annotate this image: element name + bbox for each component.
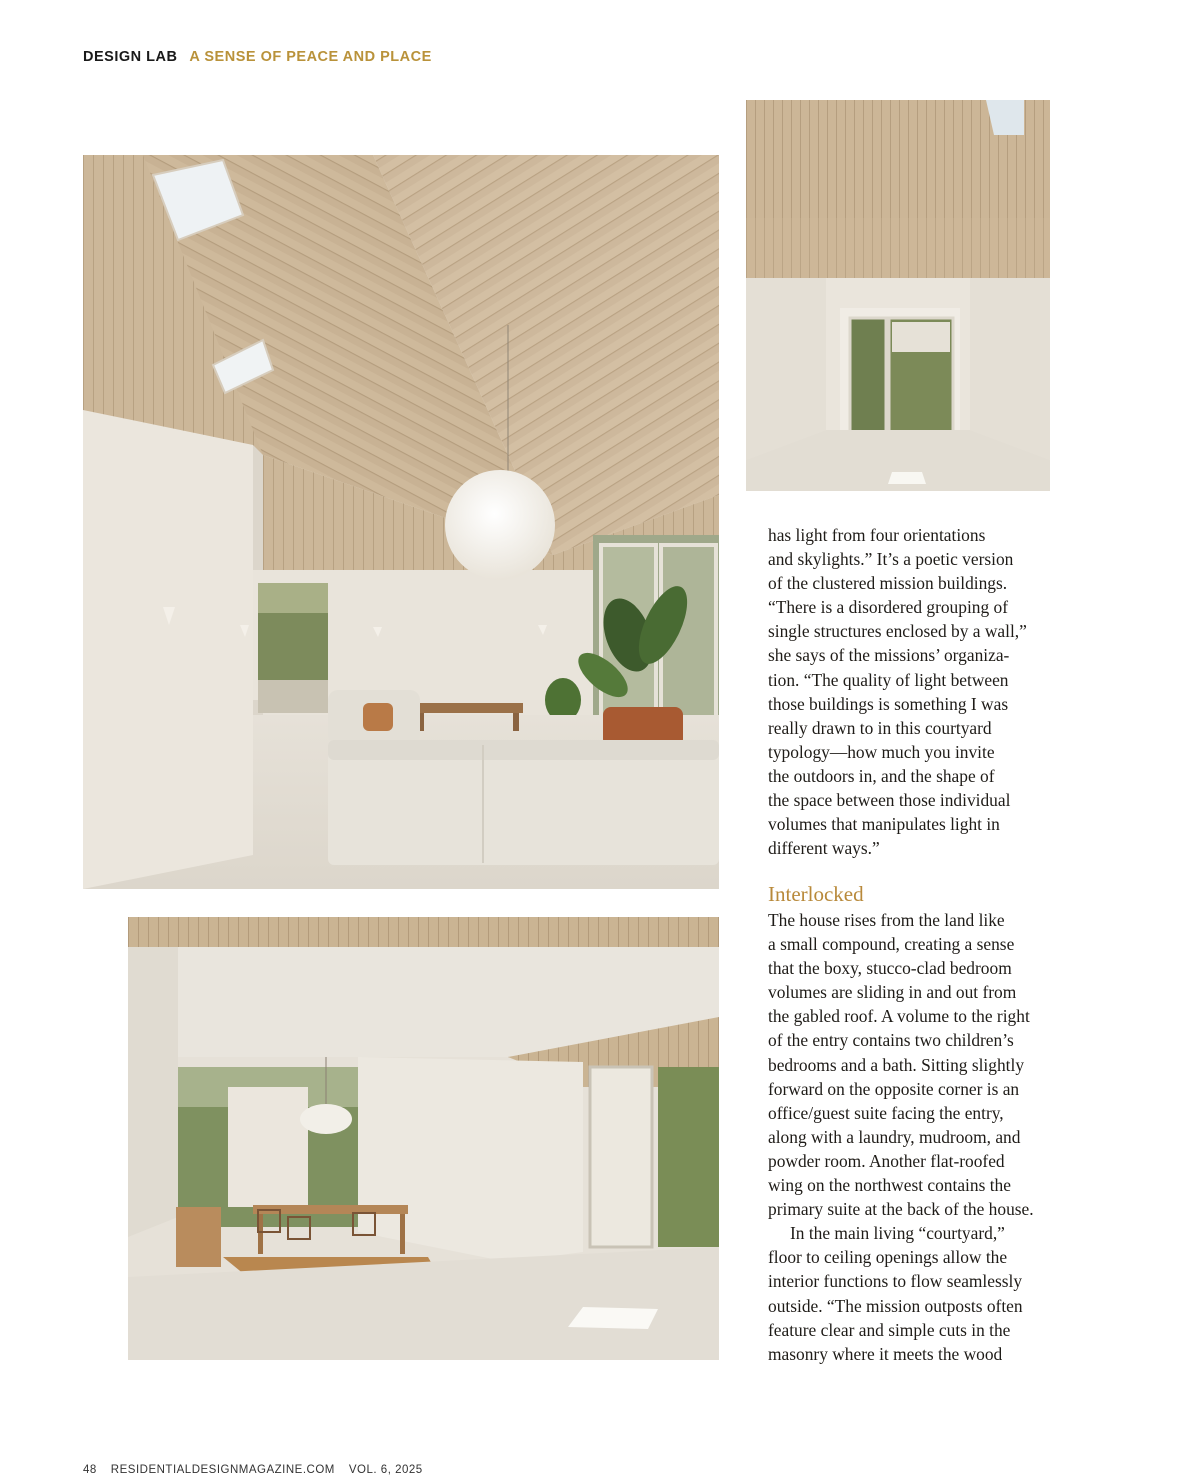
text-line: of the clustered mission buildings.: [768, 573, 1008, 594]
text-line: volumes that manipulates light in: [768, 814, 1000, 835]
text-line: volumes are sliding in and out from: [768, 982, 1017, 1003]
section-label: DESIGN LAB: [83, 49, 178, 65]
text-line: floor to ceiling openings allow the: [768, 1247, 1008, 1268]
page-number: 48: [83, 1464, 97, 1476]
volume-label: VOL. 6, 2025: [348, 1464, 423, 1476]
body-column: [768, 523, 1068, 860]
page-footer: [83, 1464, 437, 1476]
text-line: that the boxy, stucco-clad bedroom: [768, 958, 1012, 979]
text-line: different ways.”: [768, 838, 880, 859]
text-line: the outdoors in, and the shape of: [768, 765, 995, 786]
paragraph-2: [768, 908, 1068, 1221]
article-title: A SENSE OF PEACE AND PLACE: [189, 49, 432, 65]
text-line: along with a laundry, mudroom, and: [768, 1126, 1021, 1147]
text-line: forward on the opposite corner is an: [768, 1078, 1020, 1099]
text-line: and skylights.” It’s a poetic version: [768, 549, 1014, 570]
text-line: she says of the missions’ organiza-: [768, 645, 1010, 666]
text-line: single structures enclosed by a wall,”: [768, 621, 1027, 642]
text-line: office/guest suite facing the entry,: [768, 1102, 1004, 1123]
site-url: RESIDENTIALDESIGNMAGAZINE.COM: [110, 1464, 335, 1476]
text-line: powder room. Another flat-roofed: [768, 1150, 1005, 1171]
text-line: a small compound, creating a sense: [768, 934, 1015, 955]
page-header: [83, 49, 432, 65]
text-line: the space between those individual: [768, 790, 1011, 811]
subhead-interlocked: Interlocked: [768, 882, 864, 906]
text-line: bedrooms and a bath. Sitting slightly: [768, 1054, 1025, 1075]
text-line: interior functions to flow seamlessly: [768, 1271, 1023, 1292]
text-line: primary suite at the back of the house.: [768, 1199, 1034, 1220]
text-line: masonry where it meets the wood: [768, 1343, 1003, 1364]
text-line: those buildings is something I was: [768, 693, 1009, 714]
entry-hall-photo: [746, 100, 1050, 491]
text-line: of the entry contains two children’s: [768, 1030, 1014, 1051]
dining-area-photo: [128, 917, 719, 1360]
text-line: outside. “The mission outposts often: [768, 1295, 1023, 1316]
living-room-photo: [83, 155, 719, 889]
text-line: In the main living “courtyard,”: [790, 1223, 1005, 1244]
text-line: has light from four orientations: [768, 525, 986, 545]
text-line: tion. “The quality of light between: [768, 669, 1009, 690]
paragraph-1: [768, 523, 1068, 860]
text-line: The house rises from the land like: [768, 910, 1005, 930]
text-line: the gabled roof. A volume to the right: [768, 1006, 1030, 1027]
text-line: typology—how much you invite: [768, 741, 995, 762]
text-line: really drawn to in this courtyard: [768, 717, 992, 738]
text-line: feature clear and simple cuts in the: [768, 1319, 1011, 1340]
text-line: wing on the northwest contains the: [768, 1175, 1011, 1196]
text-line: “There is a disordered grouping of: [768, 597, 1009, 618]
paragraph-3: [768, 1221, 1068, 1366]
body-column-lower: [768, 882, 1068, 1366]
